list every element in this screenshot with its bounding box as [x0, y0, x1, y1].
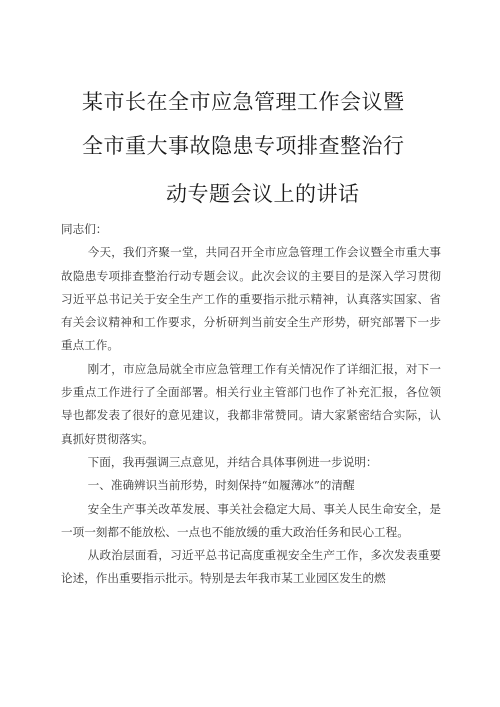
- document-title-line-3: 动专题会议上的讲话: [166, 182, 360, 206]
- paragraph-opening: 今天，我们齐聚一堂，共同召开全市应急管理工作会议暨全市重大事故隐患专项排查整治行动专题会议。此次会议的主要目的是深入学习贯彻习近平总书记关于安全生产工作的重要指示批示精神，认真落实国家、省有关会议精神和工作要求，分析研判当前安全生产形势，研究部署下一步重点工作。: [61, 245, 441, 353]
- paragraph-three-points: 下面，我再强调三点意见，并结合具体事例进一步说明：: [87, 454, 378, 469]
- paragraph-reports: 刚才，市应急局就全市应急管理工作有关情况作了详细汇报，对下一步重点工作进行了全面部署。相关行业主管部门也作了补充汇报，各位领导也都发表了很好的意见建议，我都非常赞同。请大家紧密结合实际，认真抓好贯彻落实。: [61, 361, 441, 446]
- section-heading-1: 一、准确辨识当前形势，时刻保持“如履薄冰”的清醒: [87, 478, 355, 493]
- document-body: [61, 218, 441, 591]
- paragraph-political-level: 从政治层面看，习近平总书记高度重视安全生产工作，多次发表重要论述，作出重要指示批示。特别是去年我市某工业园区发生的燃: [61, 548, 441, 586]
- salutation: 同志们：: [61, 222, 108, 236]
- document-title-line-2: 全市重大事故隐患专项排查整治行: [82, 134, 405, 158]
- paragraph-safety-importance: 安全生产事关改革发展、事关社会稳定大局、事关人民生命安全，是一项一刻都不能放松、一点也不能放缓的重大政治任务和民心工程。: [61, 501, 441, 539]
- document-title-line-1: 某市长在全市应急管理工作会议暨: [82, 90, 405, 114]
